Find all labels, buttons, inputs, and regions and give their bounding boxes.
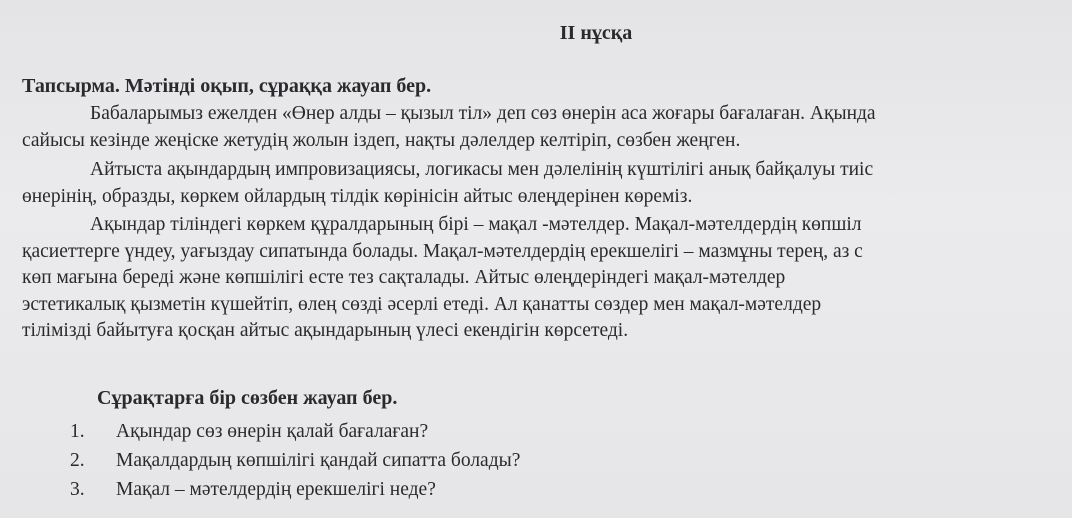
- paragraph-line: сайысы кезінде жеңіске жетудің жолын іздеп, нақты дәлелдер келтіріп, сөзбен жеңген.: [22, 129, 741, 151]
- paragraph-line: көп мағына береді және көпшілігі есте тез сақталады. Айтыс өлеңдеріндегі мақал-мәтелдер: [22, 267, 786, 288]
- question-item: [70, 417, 520, 446]
- paragraph-line: Бабаларымыз ежелден «Өнер алды – қызыл тіл» деп сөз өнерін аса жоғары бағалаған. Ақында: [90, 103, 876, 124]
- question-item: [70, 475, 520, 504]
- question-text: Ақындар сөз өнерін қалай бағалаған?: [116, 421, 429, 442]
- paragraph-line: Айтыста ақындардың импровизациясы, логикасы мен дәлелінің күштілігі анық байқалуы тиіс: [90, 159, 874, 180]
- paragraph-line: өнерінің, образды, көркем ойлардың тілдік көрінісін айтыс өлеңдерінен көреміз.: [22, 185, 693, 207]
- variant-heading: II нұсқа: [559, 22, 633, 44]
- questions-list: [70, 417, 520, 504]
- paragraph-2: [22, 157, 1072, 210]
- question-text: Мақал – мәтелдердің ерекшелігі неде?: [116, 479, 436, 500]
- task-instruction: Тапсырма. Мәтінді оқып, сұраққа жауап бер.: [22, 75, 432, 97]
- paragraph-line: Ақындар тіліндегі көркем құралдарының бірі – мақал -мәтелдер. Мақал-мәтелдердің көпшіл: [90, 214, 862, 235]
- question-item: [70, 446, 520, 475]
- paragraph-line: тілімізді байытуға қосқан айтыс ақындарының үлесі екендігін көрсетеді.: [22, 320, 629, 341]
- question-number: 1.: [70, 421, 85, 442]
- question-text: Мақалдардың көпшілігі қандай сипатта болады?: [116, 450, 521, 471]
- questions-title: Сұрақтарға бір сөзбен жауап бер.: [97, 387, 398, 409]
- paragraph-line: эстетикалық қызметін күшейтіп, өлең сөзді әсерлі етеді. Ал қанатты сөздер мен мақал-мәтелдер: [22, 293, 822, 315]
- question-number: 3.: [70, 479, 85, 500]
- paragraph-3: [22, 212, 1072, 345]
- question-number: 2.: [70, 450, 85, 471]
- paragraph-1: [22, 101, 1072, 154]
- paragraph-line: қасиеттерге үндеу, уағыздау сипатында болады. Мақал-мәтелдердің ерекшелігі – мазмұны терең, аз с: [22, 240, 863, 262]
